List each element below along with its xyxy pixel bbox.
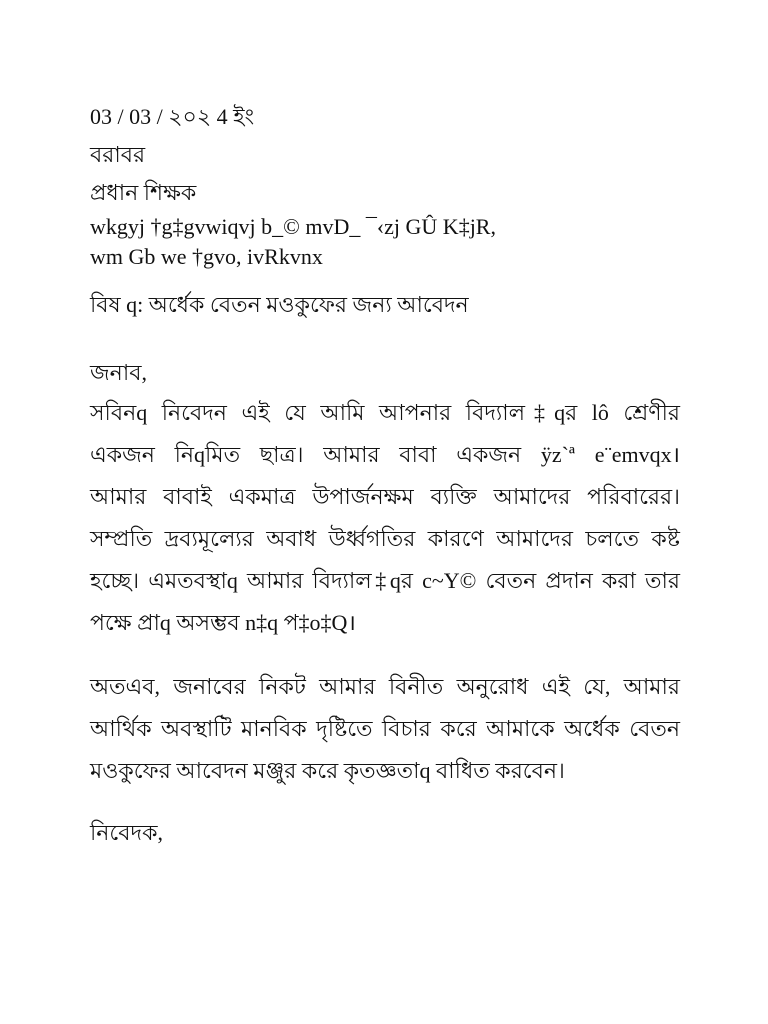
letter-subject: বিষ q: অর্ধেক বেতন মওকুফের জন্য আবেদন — [90, 292, 469, 317]
letter-date: 03 / 03 / ২০২ 4 ইং — [90, 104, 255, 129]
letter-salutation: জনাব, — [90, 360, 147, 385]
body-line: পক্ষে প্রাq অসম্ভব n‡q প‡o‡Q। — [90, 610, 356, 635]
letter-page — [90, 98, 680, 852]
body-line: সম্প্রতি দ্রব্যমূল্যের অবাধ উর্ধ্বগতির কারণে আমাদের চলতে কষ্ট — [90, 526, 680, 551]
school-address-line: wm Gb we †gvo, ivRkvnx — [90, 244, 323, 269]
letter-body-paragraph — [90, 392, 680, 644]
letter-closing: নিবেদক, — [90, 820, 163, 845]
request-line: অতএব, জনাবের নিকট আমার বিনীত অনুরোধ এই যে, আমার — [90, 674, 680, 699]
request-line: আর্থিক অবস্থাটি মানবিক দৃষ্টিতে বিচার করে আমাকে অর্ধেক বেতন — [90, 716, 680, 741]
letter-request-paragraph — [90, 666, 680, 792]
letter-to: বরাবর — [90, 142, 146, 167]
body-line: একজন নিqমিত ছাত্র। আমার বাবা একজন ÿz`ª e¨emvqx। — [90, 442, 680, 467]
school-name-line: wkgyj †g‡gvwiqvj b_© mvD_ ¯‹zj GÛ K‡jR, — [90, 214, 496, 239]
request-line: মওকুফের আবেদন মঞ্জুর করে কৃতজ্ঞতাq বাধিত করবেন। — [90, 758, 565, 783]
body-line: হচ্ছে। এমতবস্থাq আমার বিদ্যাল‡qর c~Y© বেতন প্রদান করা তার — [90, 568, 680, 593]
body-line: সবিনq নিবেদন এই যে আমি আপনার বিদ্যাল‡qর lô শ্রেণীর — [90, 400, 680, 425]
body-line: আমার বাবাই একমাত্র উপার্জনক্ষম ব্যক্তি আমাদের পরিবারের। — [90, 484, 680, 509]
letter-recipient: প্রধান শিক্ষক — [90, 180, 197, 205]
